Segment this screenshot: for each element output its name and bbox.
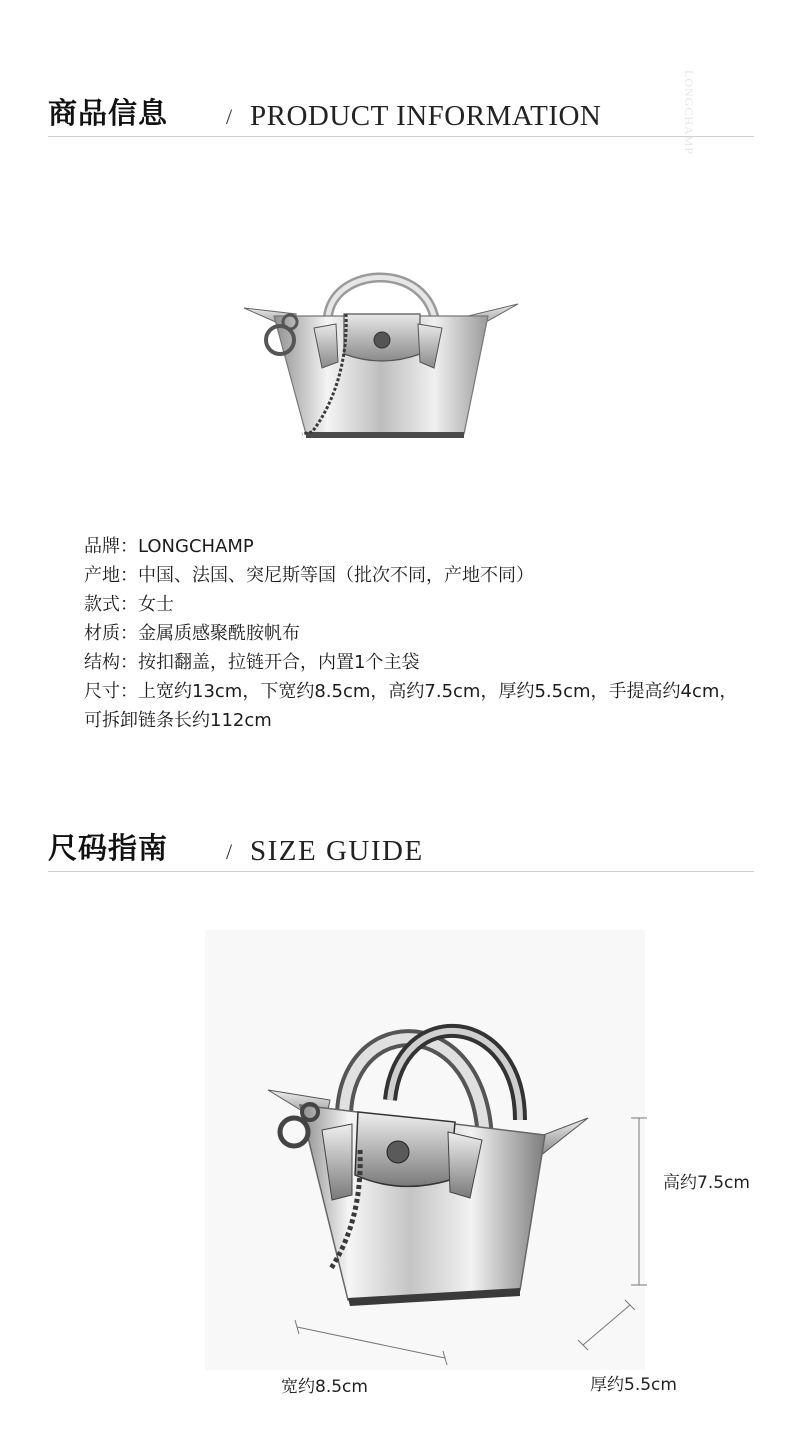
product-info-title-en: PRODUCT INFORMATION (250, 100, 602, 132)
info-value: 按扣翻盖，拉链开合，内置1个主袋 (138, 652, 420, 673)
title-slash: / (226, 104, 233, 129)
info-label: 品牌： (84, 536, 138, 557)
info-row-structure (84, 648, 744, 677)
info-value: 中国、法国、突尼斯等国（批次不同，产地不同） (138, 565, 534, 586)
size-guide-title-en: SIZE GUIDE (250, 835, 424, 867)
info-value: 金属质感聚酰胺帆布 (138, 623, 300, 644)
size-guide-title-cn: 尺码指南 (48, 831, 169, 865)
product-image (236, 236, 526, 448)
info-row-origin (84, 561, 744, 590)
info-value: 上宽约13cm，下宽约8.5cm，高约7.5cm，厚约5.5cm，手提高约4cm，可拆卸链条长约112cm (84, 681, 738, 731)
info-row-size (84, 677, 744, 735)
size-guide-header (48, 831, 754, 872)
info-row-brand (84, 532, 744, 561)
width-label: 宽约8.5cm (281, 1377, 368, 1397)
info-label: 结构： (84, 652, 138, 673)
brand-watermark: LONGCHAMP (682, 70, 696, 156)
info-label: 款式： (84, 594, 138, 615)
height-label: 高约7.5cm (663, 1173, 750, 1193)
product-info-list (84, 532, 744, 735)
info-row-style (84, 590, 744, 619)
product-info-header (48, 96, 754, 137)
title-slash: / (226, 839, 233, 864)
info-value: LONGCHAMP (138, 536, 254, 557)
info-label: 尺寸： (84, 681, 138, 702)
size-guide-photo (205, 930, 645, 1370)
info-value: 女士 (138, 594, 174, 615)
depth-label: 厚约5.5cm (590, 1375, 677, 1395)
info-row-material (84, 619, 744, 648)
product-info-title-cn: 商品信息 (48, 96, 169, 130)
info-label: 材质： (84, 623, 138, 644)
info-label: 产地： (84, 565, 138, 586)
